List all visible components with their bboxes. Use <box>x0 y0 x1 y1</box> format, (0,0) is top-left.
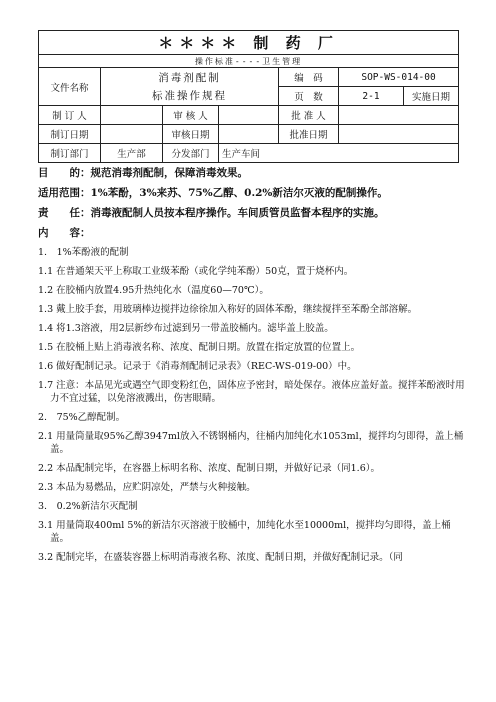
section-2-heading: 2. 75%乙醇配制。 <box>38 412 126 423</box>
purpose-text: 规范消毒剂配制，保障消毒效果。 <box>90 167 248 179</box>
approve-date-label: 批准日期 <box>279 125 339 144</box>
approver-value <box>339 106 459 125</box>
reviewer-value <box>219 106 279 125</box>
distribution-dept-label: 分发部门 <box>163 144 219 163</box>
author-dept-value: 生产部 <box>101 144 163 163</box>
purpose-line <box>38 166 466 180</box>
code-value: SOP-WS-014-00 <box>339 68 459 87</box>
document-body <box>38 166 466 570</box>
author-date-label: 制订日期 <box>39 125 101 144</box>
implementation-date-label: 实施日期 <box>404 87 459 106</box>
distribution-dept-value: 生产车间 <box>219 144 459 163</box>
step-3-1: 3.1 用量筒取400ml 5%的新洁尔灭溶液于胶桶中，加纯化水至10000ml，搅拌均匀即得，盖上桶盖。 <box>38 520 451 544</box>
responsibility-label: 责 任： <box>38 207 91 219</box>
scope-text: 1%苯酚，3%来苏、75%乙醇、0.2%新洁尔灭液的配制操作。 <box>90 187 388 199</box>
document-title-line-1: 消毒剂配制 <box>158 71 221 84</box>
scope-label: 适用范围： <box>38 187 91 199</box>
step-2-3: 2.3 本品为易燃品，应贮阴凉处，严禁与火种接触。 <box>38 482 256 493</box>
step-3-2: 3.2 配制完毕，在盛装容器上标明消毒液名称、浓度、配制日期，并做好配制记录。（同 <box>38 552 403 563</box>
approve-date-value <box>339 125 459 144</box>
responsibility-text: 消毒液配制人员按本程序操作。车间质管员监督本程序的实施。 <box>90 207 385 219</box>
page-count-value: 2-1 <box>339 87 404 106</box>
document-header-table <box>38 30 459 163</box>
approver-label: 批 准 人 <box>279 106 339 125</box>
page-count-label: 页 数 <box>279 87 339 106</box>
step-1-2: 1.2 在胶桶内放置4.95升热纯化水（温度60—70℃）。 <box>38 285 269 296</box>
step-1-5: 1.5 在胶桶上贴上消毒液名称、浓度、配制日期。放置在指定放置的位置上。 <box>38 342 361 353</box>
section-1-heading: 1. 1%苯酚液的配制 <box>38 247 129 258</box>
step-1-4: 1.4 将1.3溶液，用2层新纱布过滤到另一带盖胶桶内。滤毕盖上胶盖。 <box>38 323 334 334</box>
content-heading: 内 容： <box>38 227 91 239</box>
document-title-line-2: 标准操作规程 <box>152 89 227 102</box>
reviewer-label: 审 核 人 <box>163 106 219 125</box>
section-3-heading: 3. 0.2%新洁尔灭配制 <box>38 501 138 512</box>
step-2-1: 2.1 用量筒量取95%乙醇3947ml放入不锈钢桶内，往桶内加纯化水1053ml，搅拌均匀即得，盖上桶盖。 <box>38 431 464 455</box>
company-name: ＊＊＊＊ 制 药 厂 <box>39 31 459 55</box>
doc-name-label: 文件名称 <box>39 68 101 106</box>
author-label: 制 订 人 <box>39 106 101 125</box>
document-category: 操作标准----卫生管理 <box>39 55 459 68</box>
step-1-6: 1.6 做好配制记录。记录于《消毒剂配制记录表》（REC-WS-019-00）中。 <box>38 361 357 372</box>
step-1-1: 1.1 在普通架天平上称取工业级苯酚（或化学纯苯酚）50克，置于烧杯内。 <box>38 266 354 277</box>
review-date-label: 审核日期 <box>163 125 219 144</box>
author-dept-label: 制订部门 <box>39 144 101 163</box>
code-label: 编 码 <box>279 68 339 87</box>
scope-line <box>38 186 466 200</box>
author-date-value <box>101 125 163 144</box>
step-2-2: 2.2 本品配制完毕，在容器上标明名称、浓度、配制日期，并做好记录（同1.6）。 <box>38 463 380 474</box>
author-value <box>101 106 163 125</box>
step-1-7: 1.7 注意：本品见光或遇空气即变粉红色，固体应予密封，暗处保存。液体应盖好盖。搅拌苯酚液时用力不宜过猛，以免溶液溅出，伤害眼睛。 <box>38 380 465 404</box>
review-date-value <box>219 125 279 144</box>
document-title <box>101 68 279 106</box>
purpose-label: 目 的： <box>38 167 91 179</box>
responsibility-line <box>38 206 466 220</box>
step-1-3: 1.3 戴上胶手套，用玻璃棒边搅拌边徐徐加入称好的固体苯酚，继续搅拌至苯酚全部溶解。 <box>38 304 418 315</box>
